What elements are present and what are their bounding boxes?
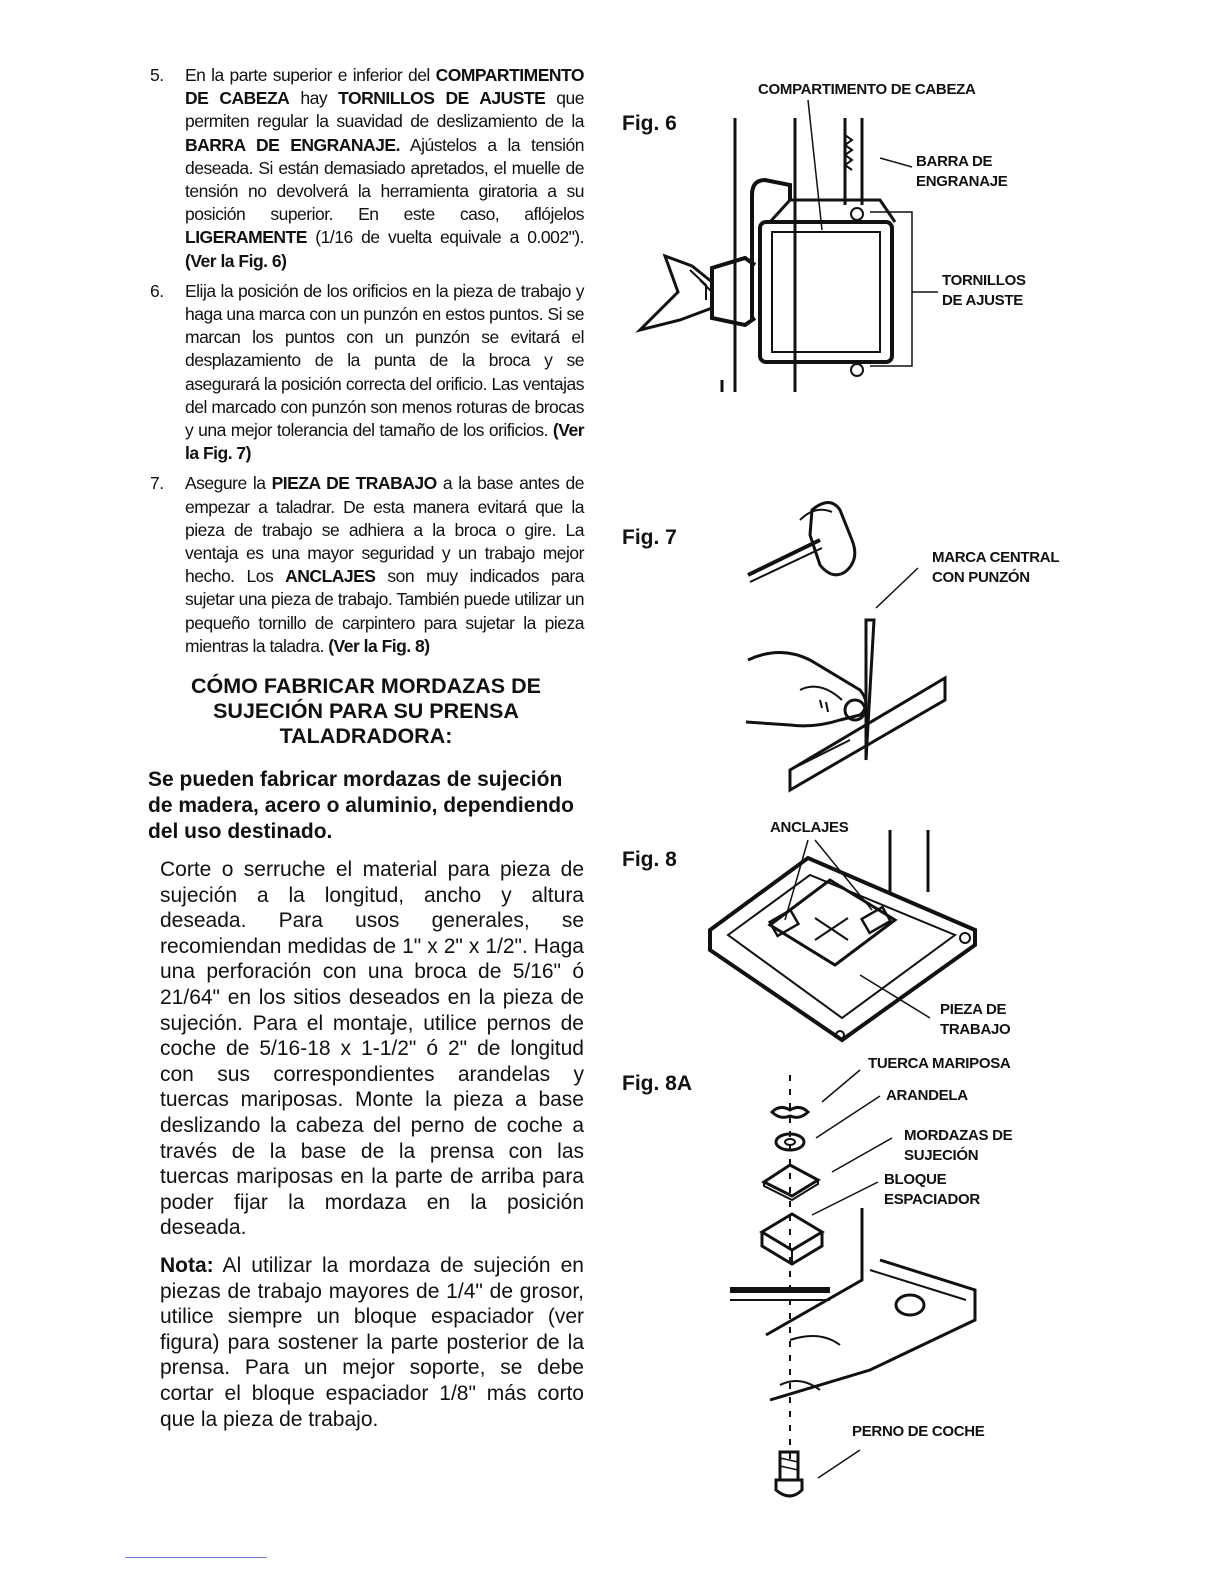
section-heading: CÓMO FABRICAR MORDAZAS DE SUJECIÓN PARA SU PRENSA TALADRADORA: bbox=[191, 674, 541, 749]
fig8a-callout-bolt: PERNO DE COCHE bbox=[852, 1423, 985, 1440]
fig8a-callout-clamps: MORDAZAS DE SUJECIÓN bbox=[904, 1127, 1013, 1164]
note-paragraph: Nota: Al utilizar la mordaza de sujeción en piezas de trabajo mayores de 1/4" de grosor, utilice siempre un bloque espaciador (ver figura) para sostener la parte posterior de la prensa. Para un mejor soporte, se debe cortar el bloque espaciador 1/8" más corto que la pieza de trabajo. bbox=[160, 1253, 584, 1431]
fig6-callout-head: COMPARTIMENTO DE CABEZA bbox=[758, 81, 976, 98]
step-6: 6. Elija la posición de los orificios en la pieza de trabajo y haga una marca con un punzón en estos puntos. Si se marcan los puntos con un punzón se evitará el desplazamiento de la punta de la broca y se asegurará la posición correcta del orificio. Las ventajas del marcado con punzón son menos roturas de brocas y una mejor tolerancia del tamaño de los orificios. (Ver la Fig. 7) bbox=[150, 280, 584, 464]
fig8-label: Fig. 8 bbox=[622, 848, 677, 871]
fig7-drawing bbox=[740, 490, 960, 790]
body-paragraph: Corte o serruche el material para pieza de sujeción a la longitud, ancho y altura deseada. Para usos generales, se recomiendan medidas de 1" x 2" x 1/2". Haga una perforación con una broca de 5/16" ó 21/64" en los sitios deseados en la pieza de sujeción. Para el montaje, utilice pernos de coche de 5/16-18 x 1-1/2" ó 2" de longitud con sus correspondientes arandelas y tuercas mariposas. Monte la pieza a base deslizando la cabeza del perno de coche a través de la base de la prensa con las tuercas mariposas en la parte de arriba para poder fijar la mordaza en la posición deseada. bbox=[160, 858, 584, 1240]
fig8a-callout-wing-nut: TUERCA MARIPOSA bbox=[868, 1055, 1011, 1072]
fig8a-label: Fig. 8A bbox=[622, 1072, 693, 1095]
fig8-callout-work: PIEZA DE TRABAJO bbox=[940, 1001, 1011, 1038]
lead-paragraph: Se pueden fabricar mordazas de sujeción de madera, acero o aluminio, dependiendo del uso destinado. bbox=[148, 768, 574, 844]
fig7-callout: MARCA CENTRAL CON PUNZÓN bbox=[932, 549, 1060, 586]
fig6-label: Fig. 6 bbox=[622, 112, 677, 135]
fig7-label: Fig. 7 bbox=[622, 526, 677, 549]
fig8a-callout-spacer: BLOQUE ESPACIADOR bbox=[884, 1171, 980, 1208]
fig6-callout-rack: BARRA DE ENGRANAJE bbox=[916, 153, 1008, 190]
fig8a-callout-washer: ARANDELA bbox=[886, 1087, 968, 1104]
step-number: 5. bbox=[150, 65, 164, 85]
fig6-callout-screws: TORNILLOS DE AJUSTE bbox=[942, 272, 1026, 309]
fig8-drawing bbox=[700, 820, 980, 1050]
step-5: 5. En la parte superior e inferior del COMPARTIMENTO DE CABEZA hay TORNILLOS DE AJUSTE que permiten regular la suavidad de deslizamiento de la BARRA DE ENGRANAJE. Ajústelos a la tensión deseada. Si están demasiado apretados, el muelle de tensión no devolverá la herramienta giratoria a su posición superior. En este caso, aflójelos LIGERAMENTE (1/16 de vuelta equivale a 0.002"). (Ver la Fig. 6) bbox=[150, 65, 585, 271]
fig6-drawing bbox=[620, 100, 940, 400]
step-number: 6. bbox=[150, 280, 164, 301]
step-number: 7. bbox=[150, 473, 164, 494]
footer-rule bbox=[125, 1557, 267, 1558]
fig8-callout-anchors: ANCLAJES bbox=[770, 819, 849, 836]
note-label: Nota: bbox=[160, 1253, 214, 1277]
fig8a-drawing bbox=[720, 1060, 980, 1510]
step-7: 7. Asegure la PIEZA DE TRABAJO a la base antes de empezar a taladrar. De esta manera evitará que la pieza de trabajo se adhiera a la broca o gire. La ventaja es una mayor seguridad y un trabajo mejor hecho. Los ANCLAJES son muy indicados para sujetar una pieza de trabajo. También puede utilizar un pequeño tornillo de carpintero para sujetar la pieza mientras la taladra. (Ver la Fig. 8) bbox=[150, 473, 584, 656]
left-column bbox=[148, 64, 584, 1444]
